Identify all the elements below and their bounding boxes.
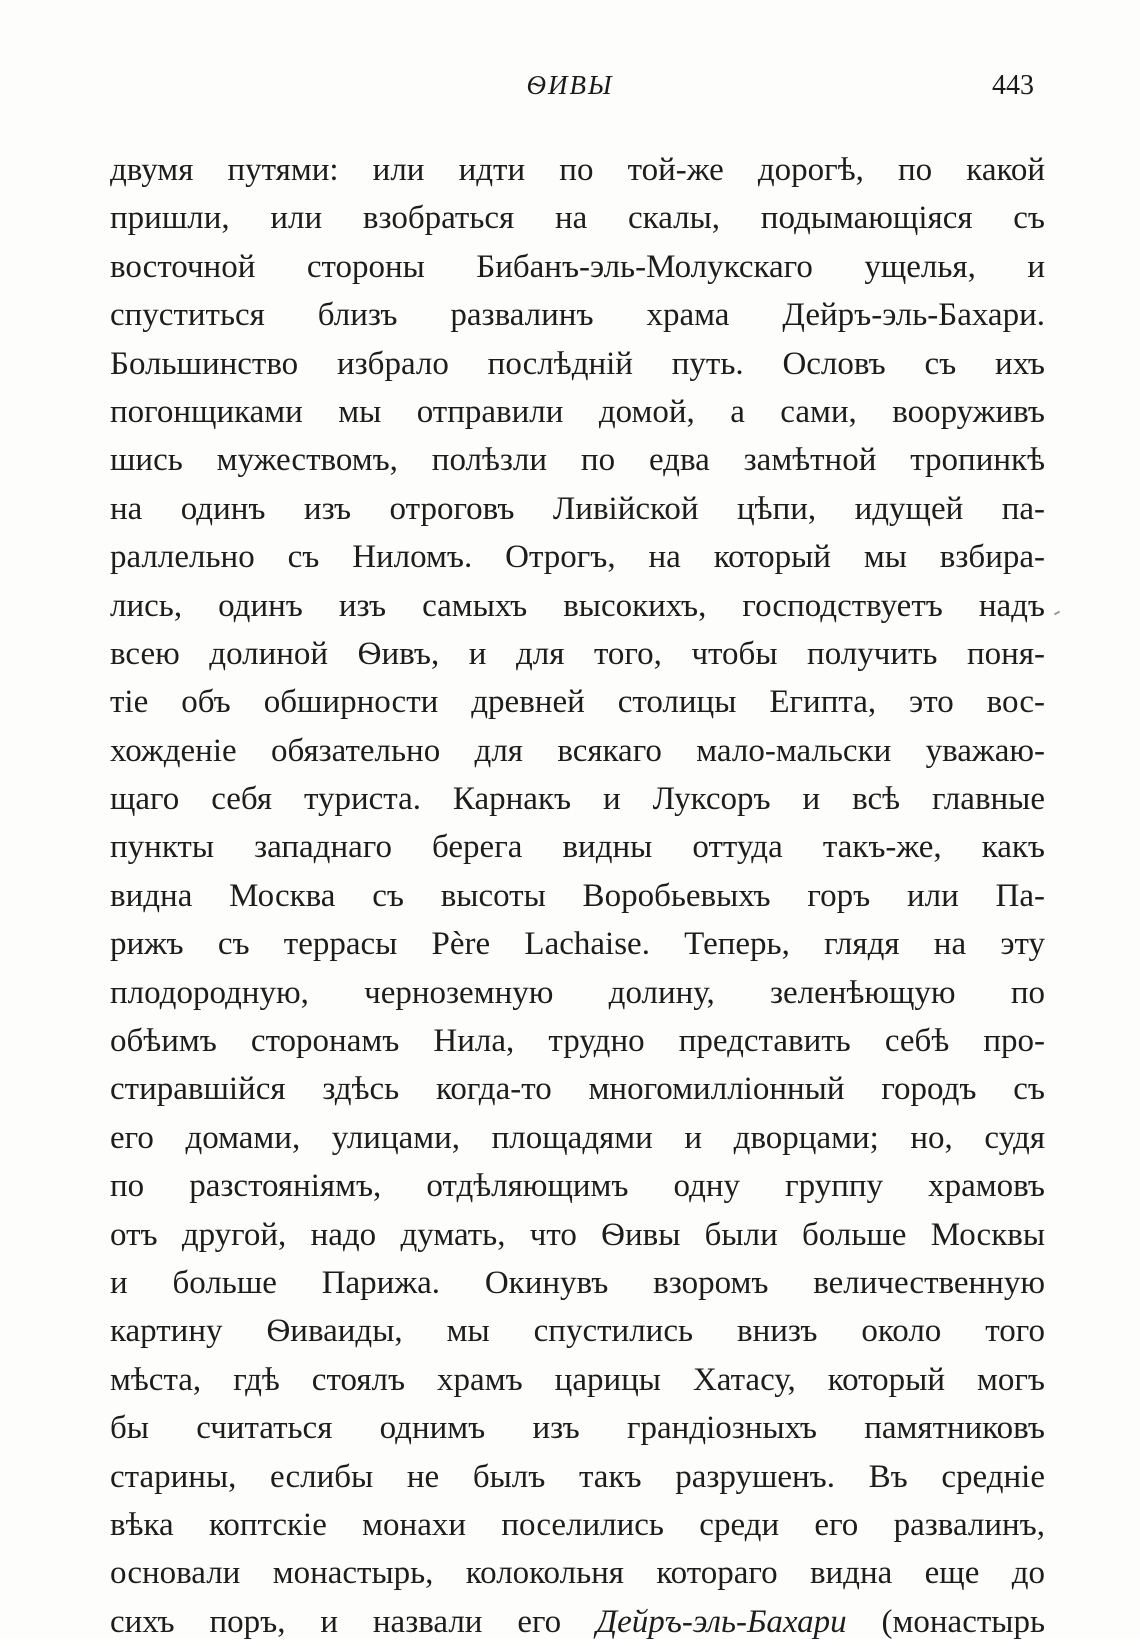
text-line: плодородную, черноземную долину, зеленѣющую по <box>110 974 1045 1011</box>
last-line-end: (монастырь <box>846 1603 1045 1640</box>
text-line: рижъ съ террасы Père Lachaise. Теперь, глядя на эту <box>110 926 1045 963</box>
text-line: стиравшійся здѣсь когда-то многомилліонный городъ съ <box>110 1071 1045 1108</box>
text-line: обѣимъ сторонамъ Нила, трудно представить себѣ про- <box>110 1023 1045 1060</box>
text-line: пункты западнаго берега видны оттуда такъ-же, какъ <box>110 829 1045 866</box>
text-line: шись мужествомъ, полѣзли по едва замѣтной тропинкѣ <box>110 442 1045 479</box>
text-line: тіе объ обширности древней столицы Египта, это вос- <box>110 684 1045 721</box>
text-line: хожденіе обязательно для всякаго мало-мальски уважаю- <box>110 732 1045 769</box>
text-line: бы считаться однимъ изъ грандіозныхъ памятниковъ <box>110 1410 1045 1447</box>
text-line: восточной стороны Бибанъ-эль-Молукскаго ущелья, и <box>110 248 1045 285</box>
text-line: спуститься близъ развалинъ храма Дейръ-эль-Бахари. <box>110 297 1045 334</box>
text-line: мѣста, гдѣ стоялъ храмъ царицы Хатасу, который могъ <box>110 1361 1045 1398</box>
text-line: его домами, улицами, площадями и дворцами; но, судя <box>110 1119 1045 1156</box>
text-line: и больше Парижа. Окинувъ взоромъ величественную <box>110 1264 1045 1301</box>
text-line: картину Ѳиваиды, мы спустились внизъ около того <box>110 1313 1045 1350</box>
text-line: основали монастырь, колокольня котораго видна еще до <box>110 1555 1045 1592</box>
text-line: раллельно съ Ниломъ. Отрогъ, на который мы взбира- <box>110 539 1045 576</box>
body-text <box>110 146 1045 1646</box>
text-line: лись, одинъ изъ самыхъ высокихъ, господствуетъ надъ <box>110 587 1045 624</box>
running-title: ѲИВЫ <box>526 70 614 100</box>
text-line: видна Москва съ высоты Воробьевыхъ горъ или Па- <box>110 877 1045 914</box>
text-line: старины, еслибы не былъ такъ разрушенъ. Въ средніе <box>110 1458 1045 1495</box>
text-line: по разстояніямъ, отдѣляющимъ одну группу храмовъ <box>110 1168 1045 1205</box>
text-line: пришли, или взобраться на скалы, подымающіяся съ <box>110 200 1045 237</box>
text-line: вѣка коптскіе монахи поселились среди его развалинъ, <box>110 1506 1045 1543</box>
italic-name: Дейръ-эль-Бахари <box>596 1603 847 1640</box>
text-line: отъ другой, надо думать, что Ѳивы были больше Москвы <box>110 1216 1045 1253</box>
text-line: Большинство избрало послѣдній путь. Ословъ съ ихъ <box>110 345 1045 382</box>
page-number: 443 <box>992 70 1034 101</box>
text-line: двумя путями: или идти по той-же дорогѣ, по какой <box>110 152 1045 188</box>
text-line: погонщиками мы отправили домой, а сами, вооруживъ <box>110 393 1045 430</box>
margin-speck <box>1054 611 1060 616</box>
text-line: щаго себя туриста. Карнакъ и Луксоръ и всѣ главные <box>110 781 1045 818</box>
text-line: на одинъ изъ отроговъ Ливійской цѣпи, идущей па- <box>110 490 1045 527</box>
text-line: всею долиной Ѳивъ, и для того, чтобы получить поня- <box>110 635 1045 672</box>
last-line-start: сихъ поръ, и назвали его <box>110 1603 597 1640</box>
